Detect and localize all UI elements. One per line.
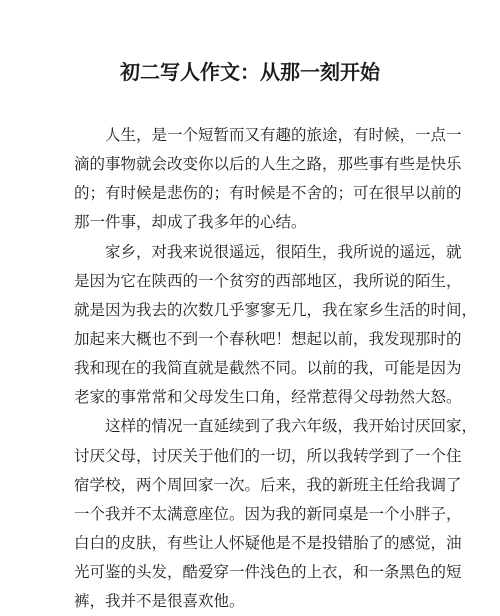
paragraph-2-line-3: 就是因为我去的次数几乎寥寥无几，我在家乡生活的时间， — [74, 300, 478, 319]
paragraph-3-line-6: 光可鉴的头发，酷爱穿一件浅色的上衣，和一条黑色的短 — [74, 563, 462, 582]
paragraph-2-line-4: 加起来大概也不到一个春秋吧！想起以前，我发现那时的 — [74, 329, 462, 348]
paragraph-1-line-2: 滴的事物就会改变你以后的人生之路，那些事有些是快乐 — [74, 155, 462, 174]
paragraph-3-line-3: 宿学校，两个周回家一次。后来，我的新班主任给我调了 — [74, 475, 462, 494]
paragraph-3-line-4: 一个我并不太满意座位。因为我的新同桌是一个小胖子， — [74, 504, 462, 523]
paragraph-2-line-5: 我和现在的我简直就是截然不同。以前的我，可能是因为 — [74, 359, 462, 378]
paragraph-3-line-2: 讨厌父母，讨厌关于他们的一切，所以我转学到了一个住 — [74, 446, 462, 465]
paragraph-2-line-2: 是因为它在陕西的一个贫穷的西部地区，我所说的陌生， — [74, 271, 462, 290]
paragraph-1-line-3: 的；有时候是悲伤的；有时候是不舍的；可在很早以前的 — [74, 184, 462, 203]
paragraph-3-line-1: 这样的情况一直延续到了我六年级，我开始讨厌回家， — [105, 417, 478, 436]
paragraph-1-line-1: 人生，是一个短暂而又有趣的旅途，有时候，一点一 — [105, 126, 462, 144]
paragraph-3-line-5: 白白的皮肤，有些让人怀疑他是不是投错胎了的感觉，油 — [74, 533, 462, 552]
paragraph-2-line-1: 家乡，对我来说很遥远，很陌生，我所说的遥远，就 — [105, 242, 462, 261]
page-title: 初二写人作文：从那一刻开始 — [120, 60, 380, 84]
paragraph-2-line-6: 老家的事常常和父母发生口角，经常惹得父母勃然大怒。 — [74, 388, 462, 407]
paragraph-3-line-7: 裤，我并不是很喜欢他。 — [74, 592, 245, 611]
paragraph-1-line-4: 那一件事，却成了我多年的心结。 — [74, 213, 307, 232]
article-body — [74, 121, 478, 616]
